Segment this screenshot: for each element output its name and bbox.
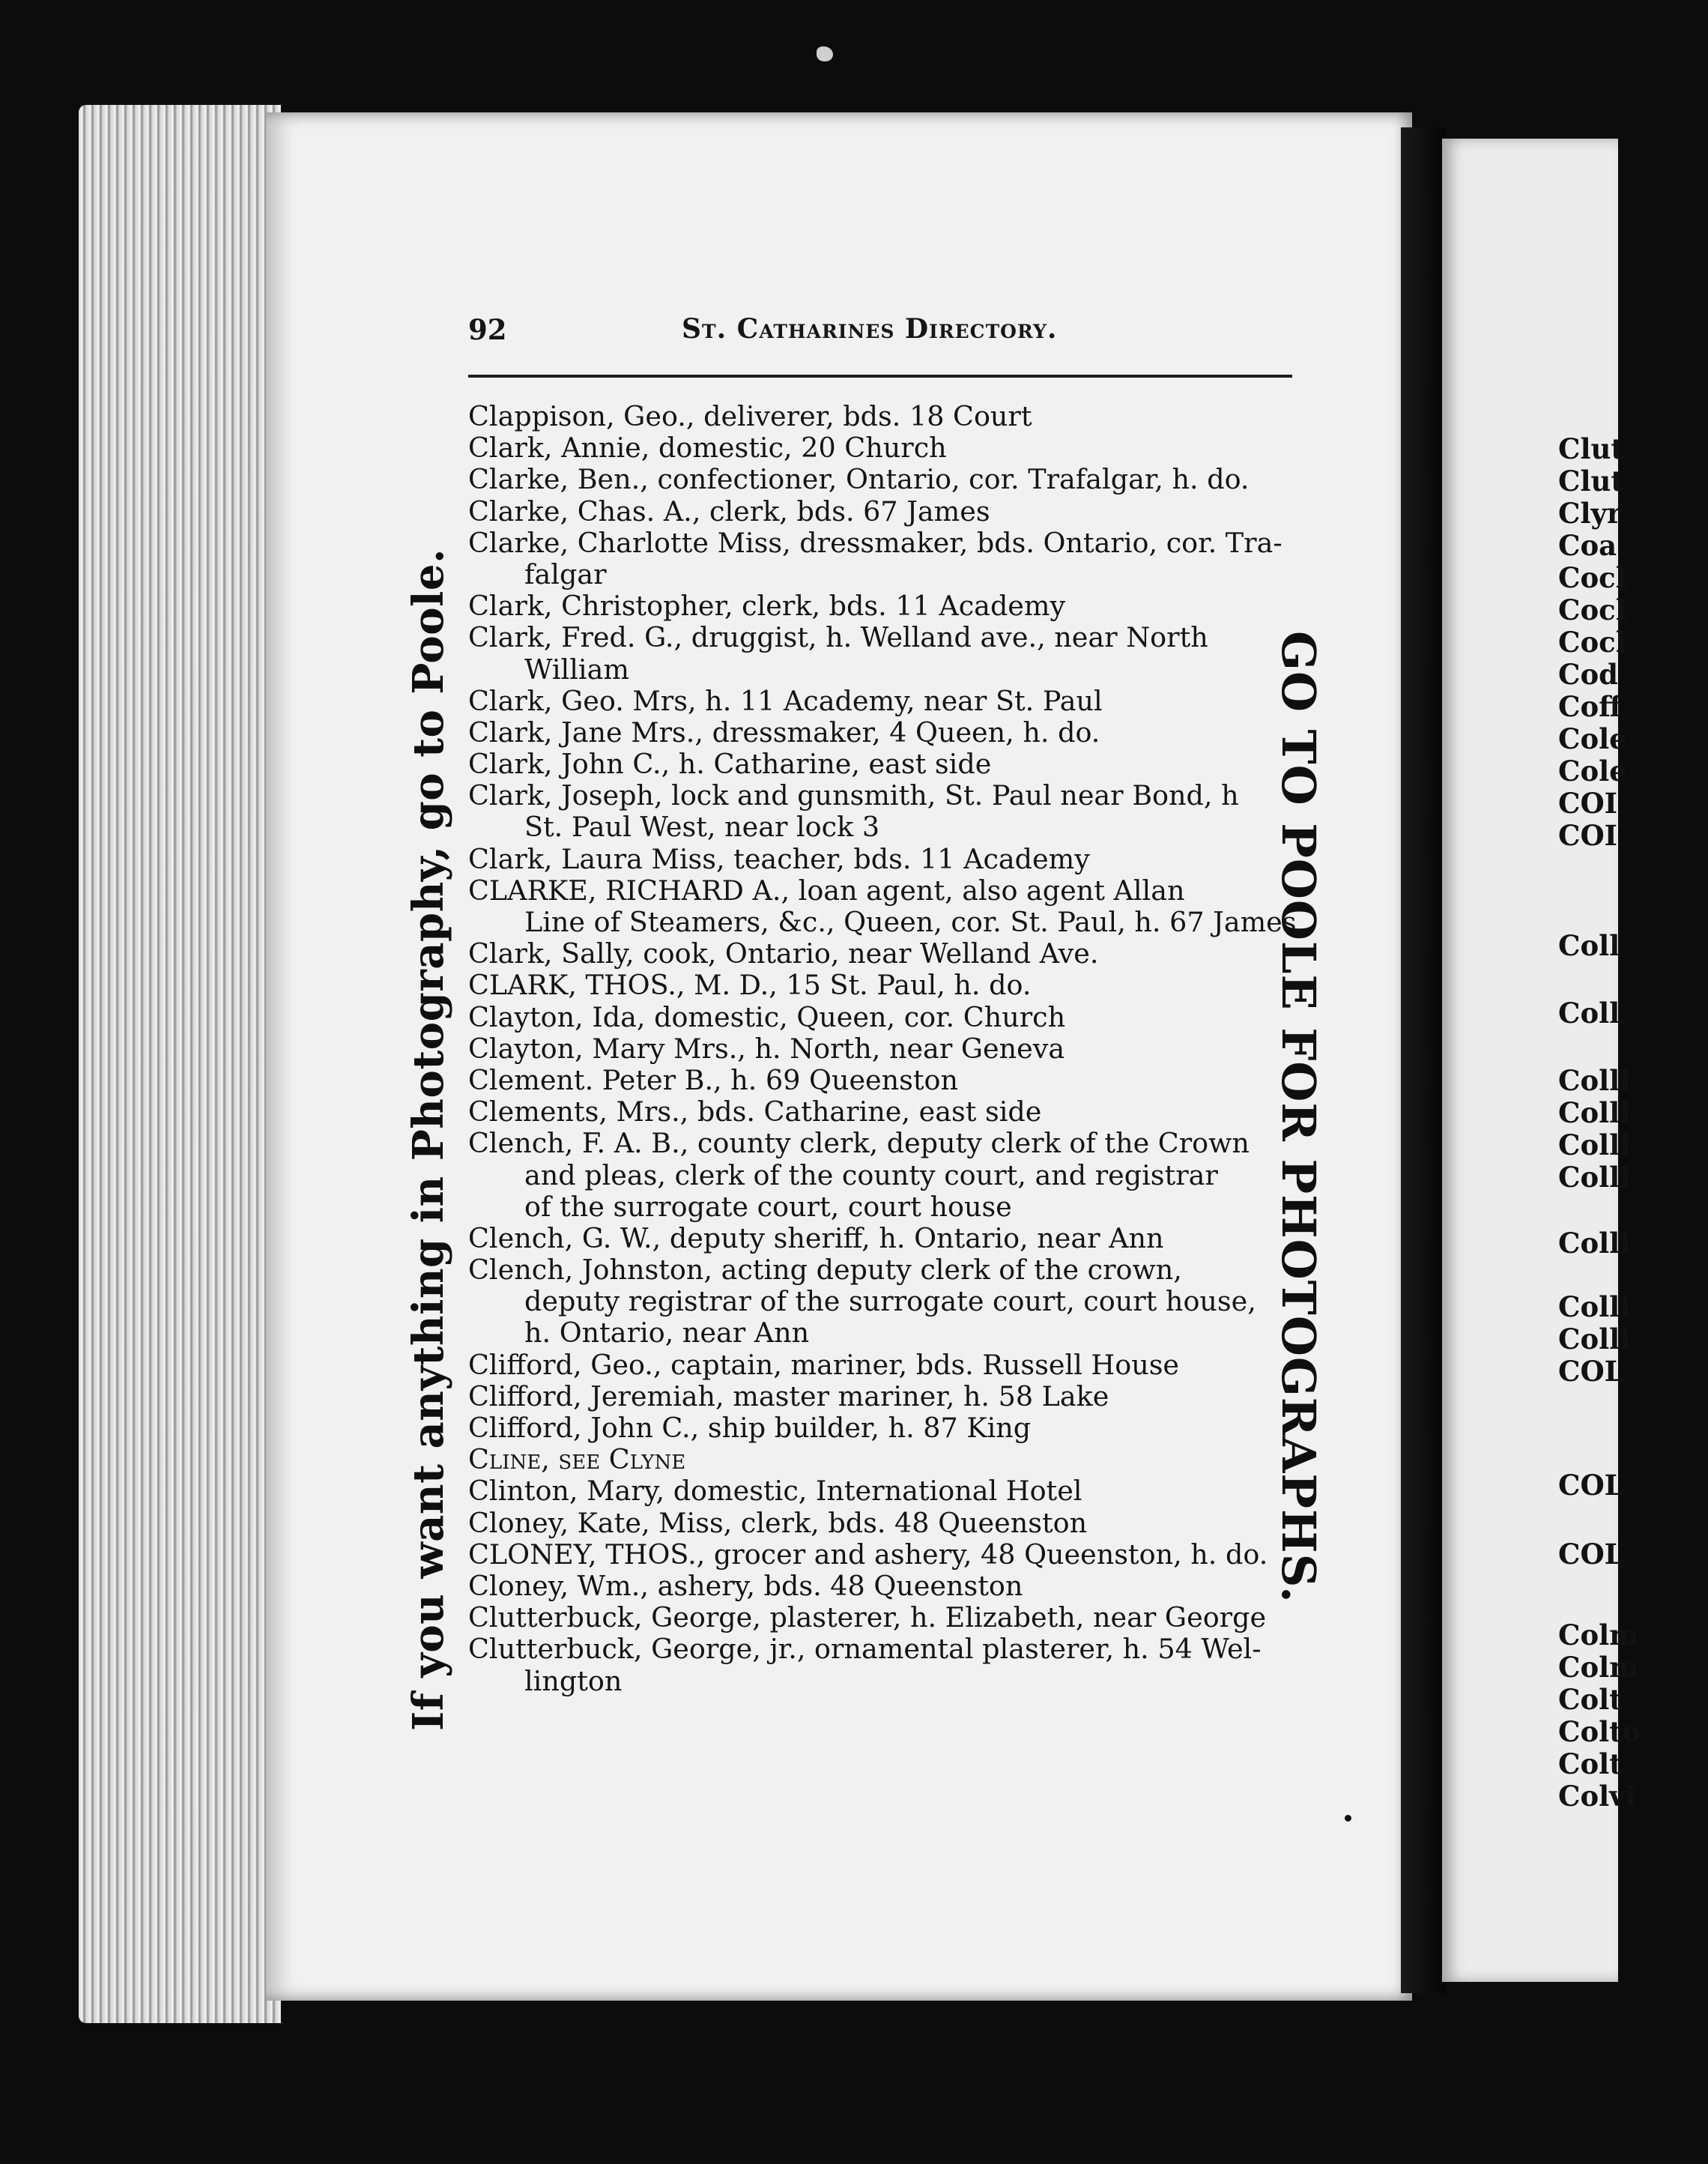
fragment: Cole	[1558, 755, 1627, 788]
fragment: Cod	[1558, 658, 1618, 691]
entry-line: Clayton, Ida, domestic, Queen, cor. Church	[468, 1000, 1066, 1033]
entry-line: Clinton, Mary, domestic, International Hotel	[468, 1475, 1082, 1508]
entry-line: Clarke, Charlotte Miss, dressmaker, bds. Ontario, cor. Tra-	[468, 526, 1282, 559]
fragment: Colli	[1558, 1161, 1631, 1194]
entry-line: Clark, Joseph, lock and gunsmith, St. Paul near Bond, h	[468, 779, 1239, 812]
fragment: Colto	[1558, 1715, 1641, 1748]
entry-line: Clench, G. W., deputy sheriff, h. Ontario, near Ann	[468, 1221, 1164, 1254]
fragment: Colli	[1558, 1290, 1631, 1323]
fragment: Cocl	[1558, 561, 1626, 594]
vertical-advertisement-left: If you want anything in Photography, go to Poole.	[404, 548, 453, 1731]
entry-line: Clutterbuck, George, jr., ornamental plasterer, h. 54 Wel-	[468, 1633, 1262, 1666]
fragment: Colm	[1558, 1651, 1639, 1684]
ink-dot	[1345, 1815, 1351, 1822]
vertical-advertisement-right: GO TO POOLE FOR PHOTOGRAPHS.	[1271, 631, 1326, 1604]
entry-continuation: and pleas, clerk of the county court, and registrar	[524, 1158, 1218, 1191]
fragment: COI	[1558, 787, 1617, 820]
fragment: Colt	[1558, 1747, 1623, 1780]
entry-line: Clappison, Geo., deliverer, bds. 18 Court	[468, 400, 1032, 432]
entry-line: Clark, Annie, domestic, 20 Church	[468, 432, 947, 465]
fragment: Coll	[1558, 997, 1620, 1030]
entry-continuation: St. Paul West, near lock 3	[524, 811, 880, 844]
directory-listing	[468, 401, 1296, 1697]
fragment: Coll	[1558, 929, 1620, 962]
entry-line: Clarke, Ben., confectioner, Ontario, cor. Trafalgar, h. do.	[468, 463, 1250, 496]
entry-line: Clutterbuck, George, plasterer, h. Elizabeth, near George	[468, 1601, 1267, 1634]
running-head: St. Catharines Directory.	[682, 313, 1058, 345]
entry-line: CLARKE, RICHARD A., loan agent, also agent Allan	[468, 874, 1185, 907]
fragment: Colt	[1558, 1683, 1623, 1716]
fragment: Clut	[1558, 465, 1624, 498]
entry-line: Clark, Fred. G., druggist, h. Welland ave., near North	[468, 621, 1208, 654]
entry-continuation: deputy registrar of the surrogate court, court house,	[524, 1285, 1256, 1318]
fragment: Cocl	[1558, 593, 1626, 626]
book-gutter	[1401, 127, 1446, 1993]
entry-line: CLARK, THOS., M. D., 15 St. Paul, h. do.	[468, 969, 1032, 1002]
entry-line: Cloney, Wm., ashery, bds. 48 Queenston	[468, 1569, 1023, 1602]
entry-continuation: lington	[524, 1664, 623, 1697]
fragment: Colli	[1558, 1064, 1631, 1097]
fragment: Colli	[1558, 1096, 1631, 1129]
entry-continuation: Line of Steamers, &c., Queen, cor. St. Paul, h. 67 James	[524, 906, 1297, 938]
entry-line: Clifford, Geo., captain, mariner, bds. Russell House	[468, 1348, 1180, 1381]
entry-line: Clement. Peter B., h. 69 Queenston	[468, 1063, 959, 1096]
entry-line: Clayton, Mary Mrs., h. North, near Geneva	[468, 1032, 1065, 1065]
entry-line: Clench, Johnston, acting deputy clerk of the crown,	[468, 1254, 1182, 1287]
fragment: Clut	[1558, 432, 1624, 465]
entry-line: Clements, Mrs., bds. Catharine, east side	[468, 1095, 1042, 1128]
entry-line: Clarke, Chas. A., clerk, bds. 67 James	[468, 495, 990, 528]
entry-line: Clifford, John C., ship builder, h. 87 King	[468, 1412, 1032, 1444]
entry-line: Clark, John C., h. Catharine, east side	[468, 748, 992, 781]
fragment: COL	[1558, 1469, 1624, 1502]
fragment: Colm	[1558, 1619, 1639, 1651]
entry-continuation: h. Ontario, near Ann	[524, 1317, 810, 1350]
entry-line: Clark, Sally, cook, Ontario, near Welland Ave.	[468, 937, 1099, 970]
entry-line: CLONEY, THOS., grocer and ashery, 48 Queenston, h. do.	[468, 1538, 1268, 1571]
entry-line: Clifford, Jeremiah, master mariner, h. 58 Lake	[468, 1379, 1109, 1412]
fragment: Cocl	[1558, 626, 1626, 659]
page-number: 92	[468, 313, 507, 346]
entry-line: Clark, Christopher, clerk, bds. 11 Academy	[468, 590, 1066, 623]
fragment: Cole	[1558, 722, 1627, 755]
fragment: Colli	[1558, 1227, 1631, 1260]
fragment: COL	[1558, 1538, 1624, 1571]
fragment: COL	[1558, 1355, 1624, 1388]
fragment: Colli	[1558, 1323, 1631, 1355]
entry-line: Clark, Laura Miss, teacher, bds. 11 Academy	[468, 842, 1090, 875]
header-rule	[468, 375, 1292, 378]
entry-continuation: William	[524, 653, 629, 686]
dust-speck	[817, 46, 833, 61]
fragment: Coff	[1558, 690, 1622, 723]
entry-continuation: of the surrogate court, court house	[524, 1190, 1012, 1223]
fragment: Clyr	[1558, 497, 1622, 530]
fragment: Colli	[1558, 1128, 1631, 1161]
entry-line: Cline, see Clyne	[468, 1443, 686, 1476]
fragment: Colvi	[1558, 1780, 1636, 1813]
fragment: COI	[1558, 819, 1617, 852]
entry-line: Clark, Geo. Mrs, h. 11 Academy, near St. Paul	[468, 684, 1103, 717]
page-edges	[79, 105, 281, 2023]
entry-line: Clench, F. A. B., county clerk, deputy clerk of the Crown	[468, 1127, 1250, 1160]
entry-line: Cloney, Kate, Miss, clerk, bds. 48 Queenston	[468, 1506, 1088, 1539]
entry-continuation: falgar	[524, 557, 607, 590]
entry-line: Clark, Jane Mrs., dressmaker, 4 Queen, h. do.	[468, 716, 1100, 749]
fragment: Coa	[1558, 529, 1617, 562]
